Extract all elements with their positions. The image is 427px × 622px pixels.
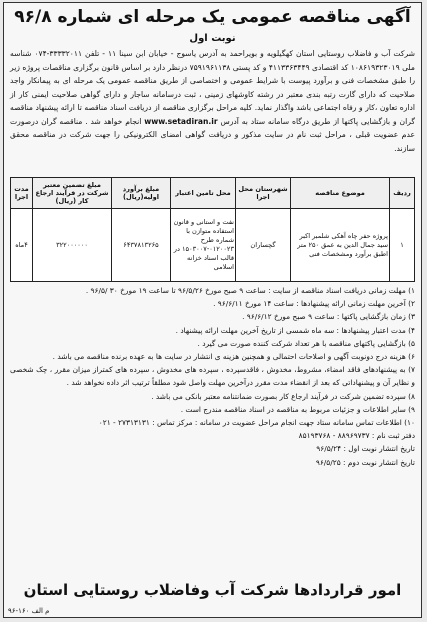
intro-text-after: انجام خواهد شد . مناقصه گران درصورت عدم عضویت قبلی ، مراحل ثبت نام در سایت مذکور و دریافت گواهی امضای الکترونیکی را جهت شرکت در مناقصه محقق سازند. xyxy=(10,116,415,153)
condition-item: ۳) زمان بازگشایی پاکتها : ساعت ۹ صبح مورخ ۹۶/۶/۱۲ . xyxy=(242,312,415,322)
col-guarantee: مبلغ تضمین معتبر شرکت در فرآیند ارجاع کار (ریال) xyxy=(33,178,112,209)
cell-subject: پروژه حفر چاه آهکی شلمبر اکبر سید جمال الدین به عمق ۲۵۰ متر اطبق برآورد ومشخصات فنی xyxy=(291,209,390,282)
conditions-list xyxy=(10,284,415,469)
condition-item: ۸) سپرده تضمین شرکت در فرآیند ارجاع کار بصورت ضمانتنامه معتبر بانکی می باشد . xyxy=(151,391,415,401)
table-header-row xyxy=(11,178,415,209)
col-subject: موضوع مناقصه xyxy=(291,178,390,209)
col-location: محل تامین اعتبار xyxy=(171,178,236,209)
intro-text: شرکت آب و فاضلاب روستایی استان کهگیلویه و بویراحمد به آدرس یاسوج - خیابان ابن سینا ۱۱ - تلفن ۳۳۳۳۲۰۱۱-۰۷۴ شناسه ملی ۱۰۸۶۱۹۳۲۳۰۱۹ کد اقتصادی ۴۱۱۳۳۶۳۴۴۹ و کد پستی ۷۵۹۱۹۶۱۱۳۸ درنظر دارد بر اساس قانون برگزاری مناقصات پروژه زیر را طبق مشخصات فنی و برآورد پیوست با شرایط عمومی و اختصاصی از طریق مناقصه عمومی یک مرحله ای به پیمانکار واجد صلاحیت که دارای گارت رتبه بندی معتبر در رشته کاوشهای زمینی ، ثبت درسامانه ساجار و دارای گواهی صلاحیت ایمنی کار از اداره تعاون ،کار و رفاه اجتماعی باشد واگذار نماید. کلیه مراحل برگزاری مناقصه از دریافت اسناد مناقصه تا ارائه پیشنهاد مناقصه گران و بازگشایی پاکتها از طریق درگاه سامانه ستاد به آدرس xyxy=(10,49,415,126)
condition-item: ۲) آخرین مهلت زمانی ارائه پیشنهادها : ساعت ۱۴ مورخ ۹۶/۶/۱۱ . xyxy=(213,299,415,309)
cell-location: نفت و استانی و قانون استفاده متوازن با شماره طرح ۰۱۲۰۰۲۳-۱۵۰۳۰۰۷ در قالب اسناد خزانه اسلامی xyxy=(171,209,236,282)
cell-city: گچساران xyxy=(236,209,291,282)
condition-item: ۱۰) اطلاعات تماس سامانه ستاد جهت انجام مراحل عضویت در سامانه : مرکز تماس : ۲۷۳۱۳۱۳۱ - ۰۲۱ xyxy=(98,418,415,428)
tender-table xyxy=(10,177,415,282)
condition-item: ۵) بازگشایی پاکتهای مناقصه با هر تعداد شرکت کننده صورت می گیرد . xyxy=(197,338,415,348)
col-city: شهرستان محل اجرا xyxy=(236,178,291,209)
notice-title: آگهی مناقصه عمومی یک مرحله ای شماره ۹۶/۸ xyxy=(14,7,411,27)
cell-estimate: ۶۴۳۷۸۱۳۲۶۵ xyxy=(112,209,171,282)
notice-subtitle: نوبت اول xyxy=(189,33,236,44)
condition-item: ۴) مدت اعتبار پیشنهادها : سه ماه شمسی از تاریخ آخرین مهلت ارائه پیشنهاد . xyxy=(175,325,415,335)
cell-guarantee: ۳۲۲۰۰۰۰۰۰ xyxy=(33,209,112,282)
website-link[interactable]: www.setadiran.ir xyxy=(144,116,218,126)
intro-paragraph xyxy=(10,47,415,155)
col-estimate: مبلغ برآورد اولیه(ریال) xyxy=(112,178,171,209)
cell-duration: ۴ماه xyxy=(11,209,33,282)
footer-signature: امور قراردادها شرکت آب وفاضلاب روستایی استان xyxy=(23,581,402,599)
col-row: ردیف xyxy=(390,178,415,209)
condition-item: ۷) به پیشنهادهای فاقد امضاء، مشروط، مخدوش ، فاقدسپرده ، سپرده های مخدوش ، سپرده های کمتراز میزان مقرر ، چک شخصی و نظایر آن و پیشنهاداتی که بعد از انقضاء مدت مقرر درآخرین مهلت واصل شود مطلقاً ترتیب اثر داده نخواهد شد . xyxy=(10,365,415,388)
condition-item: ۹) سایر اطلاعات و جزئیات مربوط به مناقصه در اسناد مناقصه مندرج است . xyxy=(180,404,415,414)
condition-item: دفتر ثبت نام : ۸۸۹۶۹۷۳۷ - ۸۵۱۹۳۷۶۸ xyxy=(298,431,415,441)
condition-item: تاریخ انتشار نوبت اول : ۹۶/۵/۲۴ xyxy=(316,444,415,454)
cell-row: ۱ xyxy=(390,209,415,282)
reference-number: م الف ۱۶۰-۹۶ xyxy=(8,607,50,615)
tender-notice xyxy=(3,2,422,618)
condition-item: ۶) هزینه درج دونوبت آگهی و اصلاحات احتمالی و همچنین هزینه ی انتشار در سایت ها به عهده برنده مناقصه می باشد . xyxy=(52,352,415,362)
table-row xyxy=(11,209,415,282)
condition-item: ۱) مهلت زمانی دریافت اسناد مناقصه از سایت : ساعت ۹ صبح مورخ ۹۶/۵/۲۶ تا ساعت ۱۹ مورخ ۳۰ /۹۶/۵ . xyxy=(85,286,415,295)
col-duration: مدت اجرا xyxy=(11,178,33,209)
condition-item: تاریخ انتشار نوبت دوم : ۹۶/۵/۲۵ xyxy=(315,457,415,467)
